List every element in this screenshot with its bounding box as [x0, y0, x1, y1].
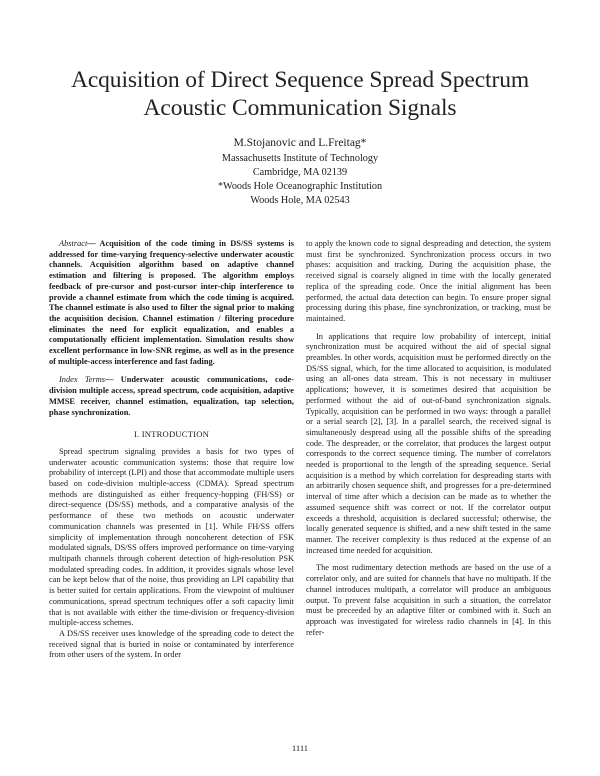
- title-line-1: Acquisition of Direct Sequence Spread Spectrum: [70, 67, 530, 93]
- affiliation-1: Massachusetts Institute of Technology: [221, 153, 379, 164]
- affiliation-1-address: Cambridge, MA 02139: [252, 167, 348, 178]
- title-line-2: Acoustic Communication Signals: [143, 95, 457, 121]
- affiliation-2-address: Woods Hole, MA 02543: [250, 195, 350, 206]
- right-column: [306, 239, 551, 638]
- author-names: M.Stojanovic and L.Freitag*: [233, 137, 367, 149]
- right-paragraph: to apply the known code to signal despreading and detection, the system must first be synchronized. Synchronization process occurs in two phases: acquisition and tracking. During the acquisition phase, the received signal is coarsely aligned in time with the locally generated replica of the spreading code. Once the initial alignment has been performed, the actual data detection can begin. To ensure proper signal processing during this phase, fine synchronization, or tracking, must be maintained.: [306, 239, 551, 323]
- right-paragraph: In applications that require low probability of intercept, initial synchronization must be acquired without the aid of special signal preambles. In other words, acquisition must be performed directly on the DS/SS signal, which, for the time allocated to acquisition, is modulated using an all-ones data stream. This is not necessary in multiuser applications; however, it is sometimes desired that acquisition be performed without the aid of out-of-band synchronization signals. Typically, acquisition can be performed in two ways: through a parallel or a serial search [2], [3]. In a parallel search, the received signal is simultaneously despread using all the possible shifts of the spreading code. The despreader, or the correlator, that produces the largest output corresponds to the correct sequence timing. The number of correlators needed is proportional to the length of the spreading sequence. Serial acquisition is a method by which correlation for despreading starts with an arbitrarily chosen sequence shift, and progresses for a pre-determined interval of time after which a decision can be made as to whether the assumed sequence shift was correct or not. If the correlator output exceeds a threshold, acquisition is declared successful; otherwise, the locally generated sequence is shifted, and a new shift tested in the same manner. The receiver complexity is thus reduced at the expense of an increased time needed for acquisition.: [306, 331, 551, 555]
- right-paragraph: The most rudimentary detection methods are based on the use of a correlator only, and are suited for channels that have no multipath. If the channel introduces multipath, a correlator will produce an ambiguous output. To prevent false acquisition in such a situation, the correlator must be preceeded by an adaptive filter or combined with it. Such an approach was investigated for wireless radio channels in [4]. In this refer-: [306, 563, 551, 637]
- index-terms: [49, 375, 294, 418]
- abstract: [49, 239, 294, 367]
- abstract-text: — Acquisition of the code timing in DS/SS systems is addressed for time-varying frequency-selective underwater acoustic channels. Acquisition algorithm based on adaptive channel estimation and filtering is proposed. The algorithm employs feedback of pre-cursor and post-cursor inter-chip interference to provide a channel estimate from which the code timing is acquired. The channel estimate is also used to filter the signal prior to making the acquisition decision. Channel estimation / filtering procedure eliminates the need for explicit equalization, and enables a computationally efficient implementation. Simulation results show excellent performance in low-SNR regime, as well as in the presence of multiple-access interference and fast fading.: [49, 239, 294, 366]
- left-paragraph: A DS/SS receiver uses knowledge of the spreading code to detect the received signal that is buried in noise or contaminated by interference from other users of the system. In order: [49, 628, 294, 660]
- affiliation-2: *Woods Hole Oceanographic Institution: [217, 181, 383, 192]
- left-column: [49, 239, 294, 661]
- index-terms-label: Index Terms: [59, 375, 105, 385]
- section-heading-introduction: I. INTRODUCTION: [133, 429, 210, 440]
- index-terms-text: — Underwater acoustic communications, code-division multiple access, spread spectrum, code acquisition, adaptive MMSE receiver, channel estimation, equalization, tap selection, phase synchronization.: [49, 375, 294, 417]
- abstract-label: Abstract: [59, 239, 88, 248]
- author-block: [150, 136, 450, 208]
- page-number: 1111: [291, 743, 309, 753]
- left-paragraph: Spread spectrum signaling provides a basis for two types of underwater acoustic communication systems: those that require low probability of intercept (LPI) and those that accommodate multiple users based on code-division multiple-access (CDMA). Spread spectrum methods are distinguished as either frequency-hopping (FH/SS) or direct-sequence (DS/SS) methods, and a comparative analysis of the performance of these two methods on acoustic underwater communication channels was presented in [1]. While FH/SS offers simplicity of implementation through noncoherent detection of FSK modulated signals, DS/SS offers improved performance on time-varying multipath channels through coherent detection of high-resolution PSK modulated spreading codes. In addition, it provides signals whose level can be kept below that of the noise, thus providing an LPI capability that is better suited for certain applications. From the viewpoint of multiuser communications, spread spectrum techniques offer a soft capacity limit that is not available with either the time-division or frequency-division multiple-access schemes.: [49, 446, 294, 628]
- paper-title: [30, 66, 570, 122]
